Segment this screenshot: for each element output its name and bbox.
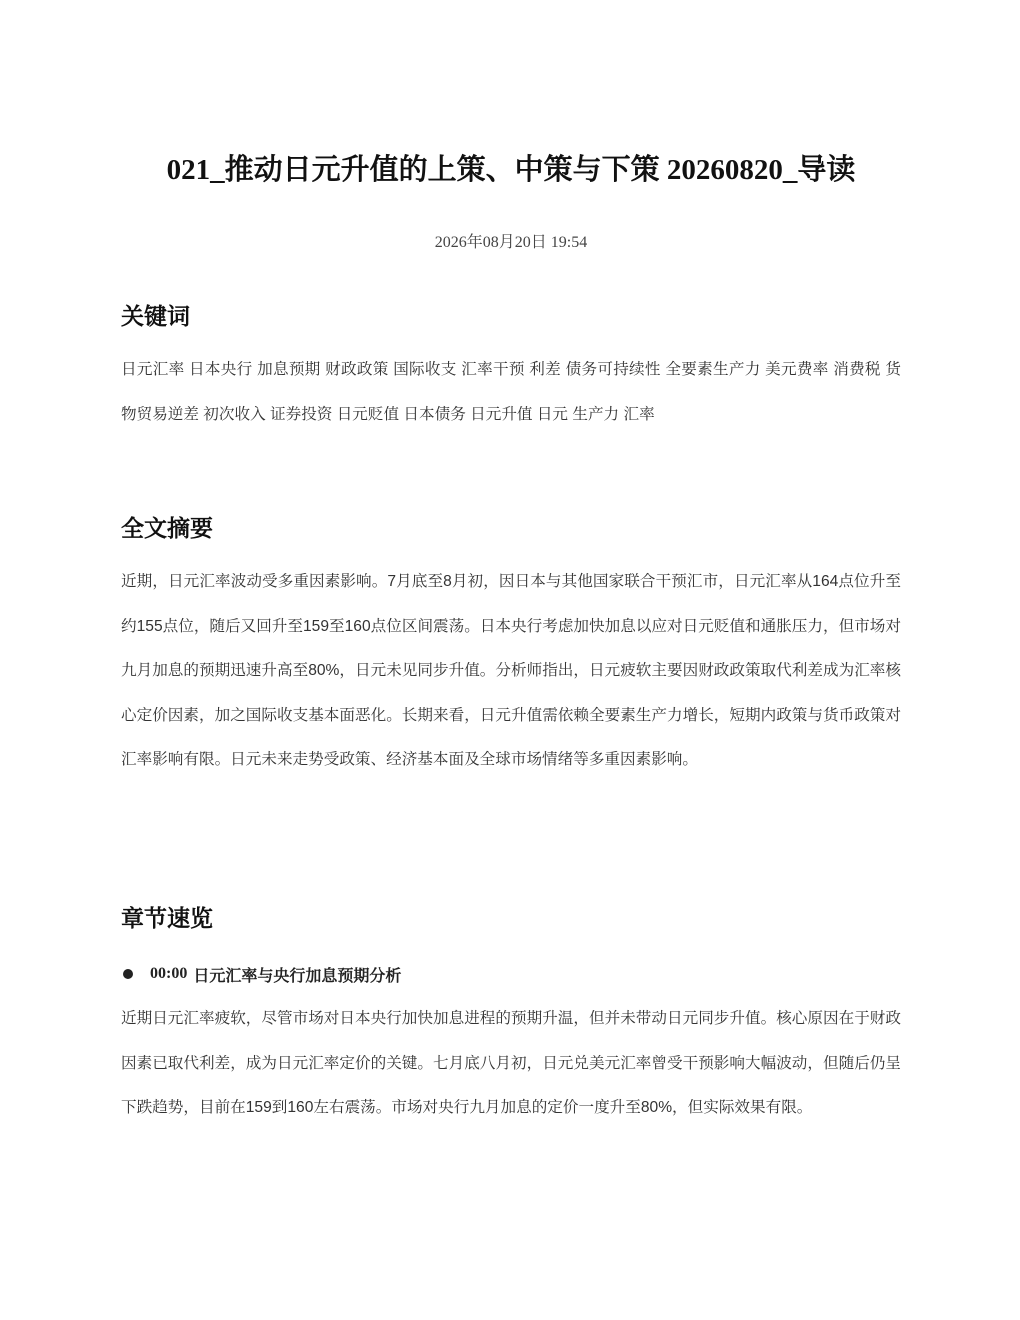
chapter-item (121, 960, 901, 988)
keywords-heading: 关键词 (121, 303, 190, 329)
chapter-text: 近期日元汇率疲软，尽管市场对日本央行加快加息进程的预期升温，但并未带动日元同步升值。核心原因在于财政因素已取代利差，成为日元汇率定价的关键。七月底八月初，日元兑美元汇率曾受干预影响大幅波动，但随后仍呈下跌趋势，目前在159到160左右震荡。市场对央行九月加息的定价一度升至80%，但实际效果有限。 (121, 1010, 901, 1116)
document-title: 021_推动日元升值的上策、中策与下策 20260820_导读 (166, 154, 856, 186)
bullet-icon (123, 969, 133, 979)
document-date: 2026年08月20日 19:54 (434, 234, 588, 251)
summary-heading: 全文摘要 (121, 515, 213, 541)
keywords-list: 日元汇率 日本央行 加息预期 财政政策 国际收支 汇率干预 利差 债务可持续性 全要素生产力 美元费率 消费税 货物贸易逆差 初次收入 证券投资 日元贬值 日本债务 日元升值 日元 生产力 汇率 (121, 361, 901, 423)
chapter-title: 日元汇率与央行加息预期分析 (193, 967, 402, 985)
chapter-timestamp: 00:00 (150, 965, 188, 982)
chapters-heading: 章节速览 (121, 905, 213, 931)
summary-text: 近期，日元汇率波动受多重因素影响。7月底至8月初，因日本与其他国家联合干预汇市，日元汇率从164点位升至约155点位，随后又回升至159至160点位区间震荡。日本央行考虑加快加息以应对日元贬值和通胀压力，但市场对九月加息的预期迅速升高至80%，日元未见同步升值。分析师指出，日元疲软主要因财政政策取代利差成为汇率核心定价因素，加之国际收支基本面恶化。长期来看，日元升值需依赖全要素生产力增长，短期内政策与货币政策对汇率影响有限。日元未来走势受政策、经济基本面及全球市场情绪等多重因素影响。 (121, 573, 901, 768)
